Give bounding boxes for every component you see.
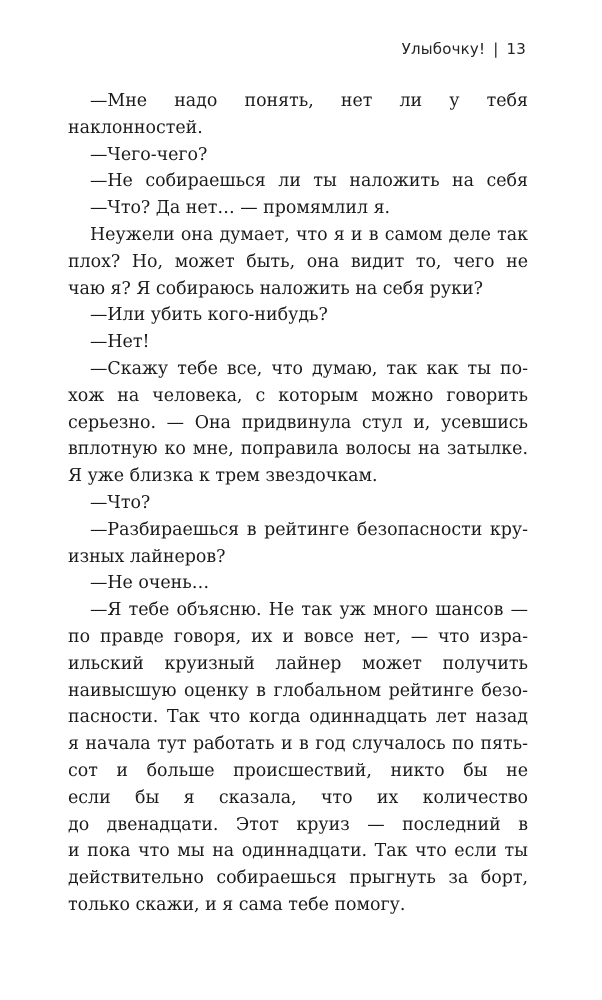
text-line: —Скажу тебе все, что думаю, так как ты по- bbox=[90, 358, 528, 379]
text-line: —Я тебе объясню. Не так уж много шансов — bbox=[90, 600, 528, 621]
text-line: —Не очень… bbox=[90, 573, 210, 594]
body-text bbox=[68, 88, 528, 919]
text-line: сот и больше происшествий, никто бы не bbox=[68, 760, 528, 781]
text-line: по правде говоря, их и вовсе нет, — что изра- bbox=[68, 626, 528, 647]
book-title: Улыбочку! bbox=[401, 40, 486, 58]
text-line: вплотную ко мне, поправила волосы на затылке. bbox=[68, 439, 528, 460]
text-line: —Разбираешься в рейтинге безопасности кру- bbox=[90, 519, 528, 540]
text-line: —Что? bbox=[90, 492, 151, 513]
header-separator: | bbox=[493, 40, 499, 58]
text-line: Неужели она думает, что я и в самом деле так bbox=[90, 224, 528, 245]
text-line: Я уже близка к трем звездочкам. bbox=[68, 466, 378, 487]
text-line: пасности. Так что когда одиннадцать лет назад bbox=[68, 707, 528, 728]
text-line: ильский круизный лайнер может получить bbox=[68, 653, 528, 674]
text-line: —Что? Да нет… — промямлил я. bbox=[90, 198, 391, 219]
text-line: изных лайнеров? bbox=[68, 546, 226, 567]
running-header bbox=[402, 40, 526, 58]
text-line: и пока что мы на одиннадцати. Так что если ты bbox=[68, 841, 528, 862]
text-line: —Не собираешься ли ты наложить на себя bbox=[90, 171, 528, 192]
text-line: —Мне надо понять, нет ли у тебя bbox=[90, 91, 528, 111]
text-line: наивысшую оценку в глобальном рейтинге безо- bbox=[68, 680, 528, 701]
text-line: действительно собираешься прыгнуть за борт, bbox=[68, 868, 528, 889]
text-line: —Чего-чего? bbox=[90, 144, 208, 165]
text-line: до двенадцати. Этот круиз — последний в bbox=[68, 814, 528, 835]
text-line: если бы я сказала, что их количество bbox=[68, 787, 528, 808]
text-line: —Нет! bbox=[90, 332, 150, 353]
text-line: —Или убить кого-нибудь? bbox=[90, 305, 328, 326]
text-line: серьезно. — Она придвинула стул и, усевшись bbox=[68, 412, 528, 433]
text-line: только скажи, и я сама тебе помогу. bbox=[68, 894, 406, 915]
page-number: 13 bbox=[506, 40, 526, 58]
text-line: я начала тут работать и в год случалось по пять- bbox=[68, 734, 528, 755]
text-line: плох? Но, может быть, она видит то, чего не bbox=[68, 251, 528, 272]
text-line: наклонностей. bbox=[68, 117, 203, 138]
text-line: хож на человека, с которым можно говорить bbox=[68, 385, 528, 406]
text-line: чаю я? Я собираюсь наложить на себя руки? bbox=[68, 278, 483, 299]
